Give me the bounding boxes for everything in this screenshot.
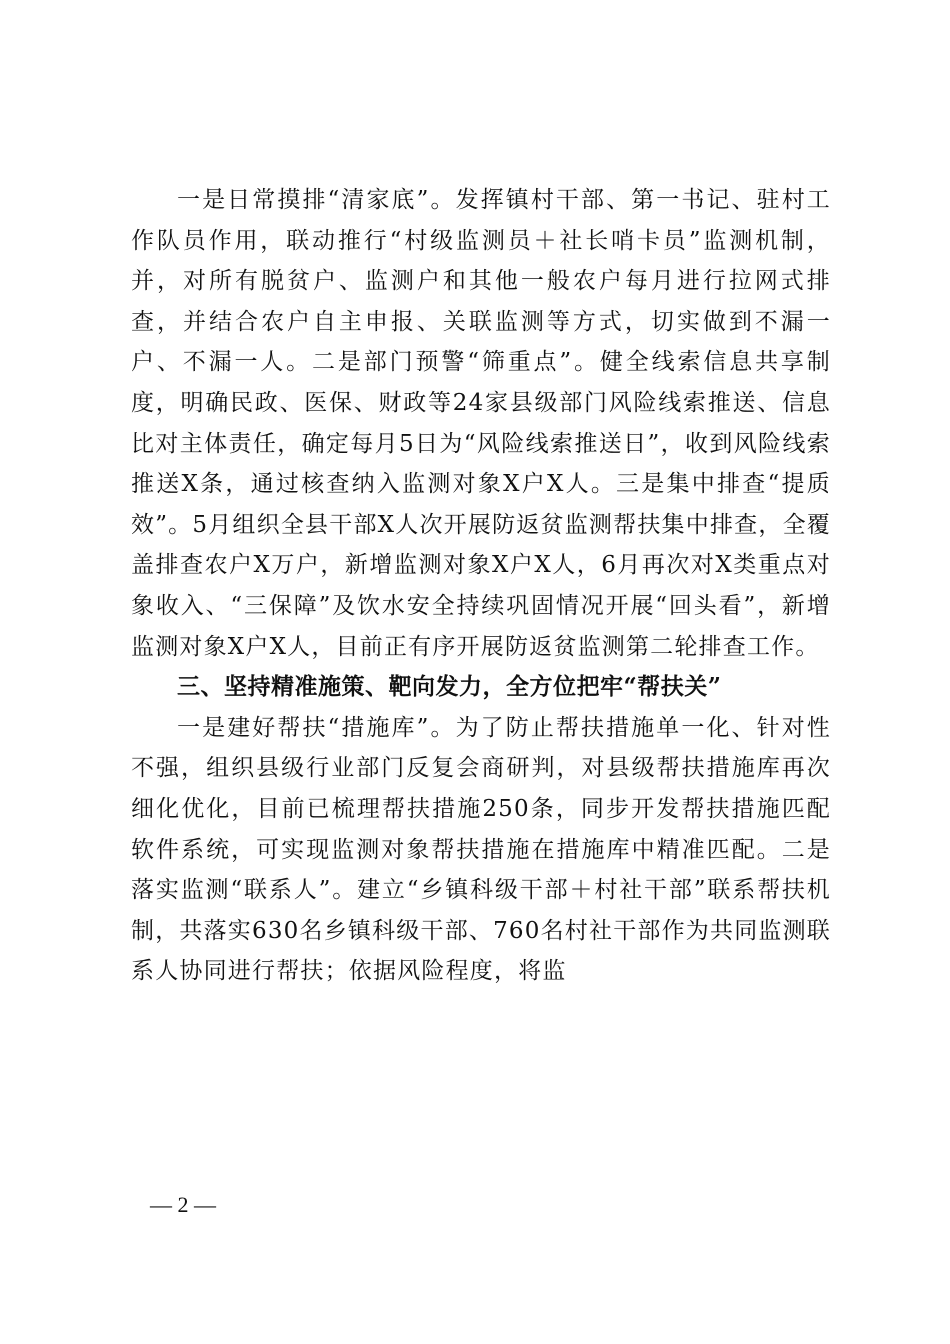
page-number: — 2 — — [150, 1192, 216, 1217]
body-paragraph: 一是建好帮扶“措施库”。为了防止帮扶措施单一化、针对性不强，组织县级行业部门反复会商研判，对县级帮扶措施库再次细化优化，目前已梳理帮扶措施250条，同步开发帮扶措施匹配软件系统，可实现监测对象帮扶措施在措施库中精准匹配。二是落实监测“联系人”。建立“乡镇科级干部＋村社干部”联系帮扶机制，共落实630名乡镇科级干部、760名村社干部作为共同监测联系人协同进行帮扶；依据风险程度，将监 — [131, 714, 831, 985]
section-heading: 三、坚持精准施策、靶向发力，全方位把牢“帮扶关” — [177, 673, 722, 701]
document-body — [131, 180, 831, 992]
body-paragraph: 一是日常摸排“清家底”。发挥镇村干部、第一书记、驻村工作队员作用，联动推行“村级监测员＋社长哨卡员”监测机制，并，对所有脱贫户、监测户和其他一般农户每月进行拉网式排查，并结合农户自主申报、关联监测等方式，切实做到不漏一户、不漏一人。二是部门预警“筛重点”。健全线索信息共享制度，明确民政、医保、财政等24家县级部门风险线索推送、信息比对主体责任，确定每月5日为“风险线索推送日”，收到风险线索推送X条，通过核查纳入监测对象X户X人。三是集中排查“提质效”。5月组织全县干部X人次开展防返贫监测帮扶集中排查，全覆盖排查农户X万户，新增监测对象X户X人，6月再次对X类重点对象收入、“三保障”及饮水安全持续巩固情况开展“回头看”，新增监测对象X户X人，目前正有序开展防返贫监测第二轮排查工作。 — [131, 187, 831, 660]
